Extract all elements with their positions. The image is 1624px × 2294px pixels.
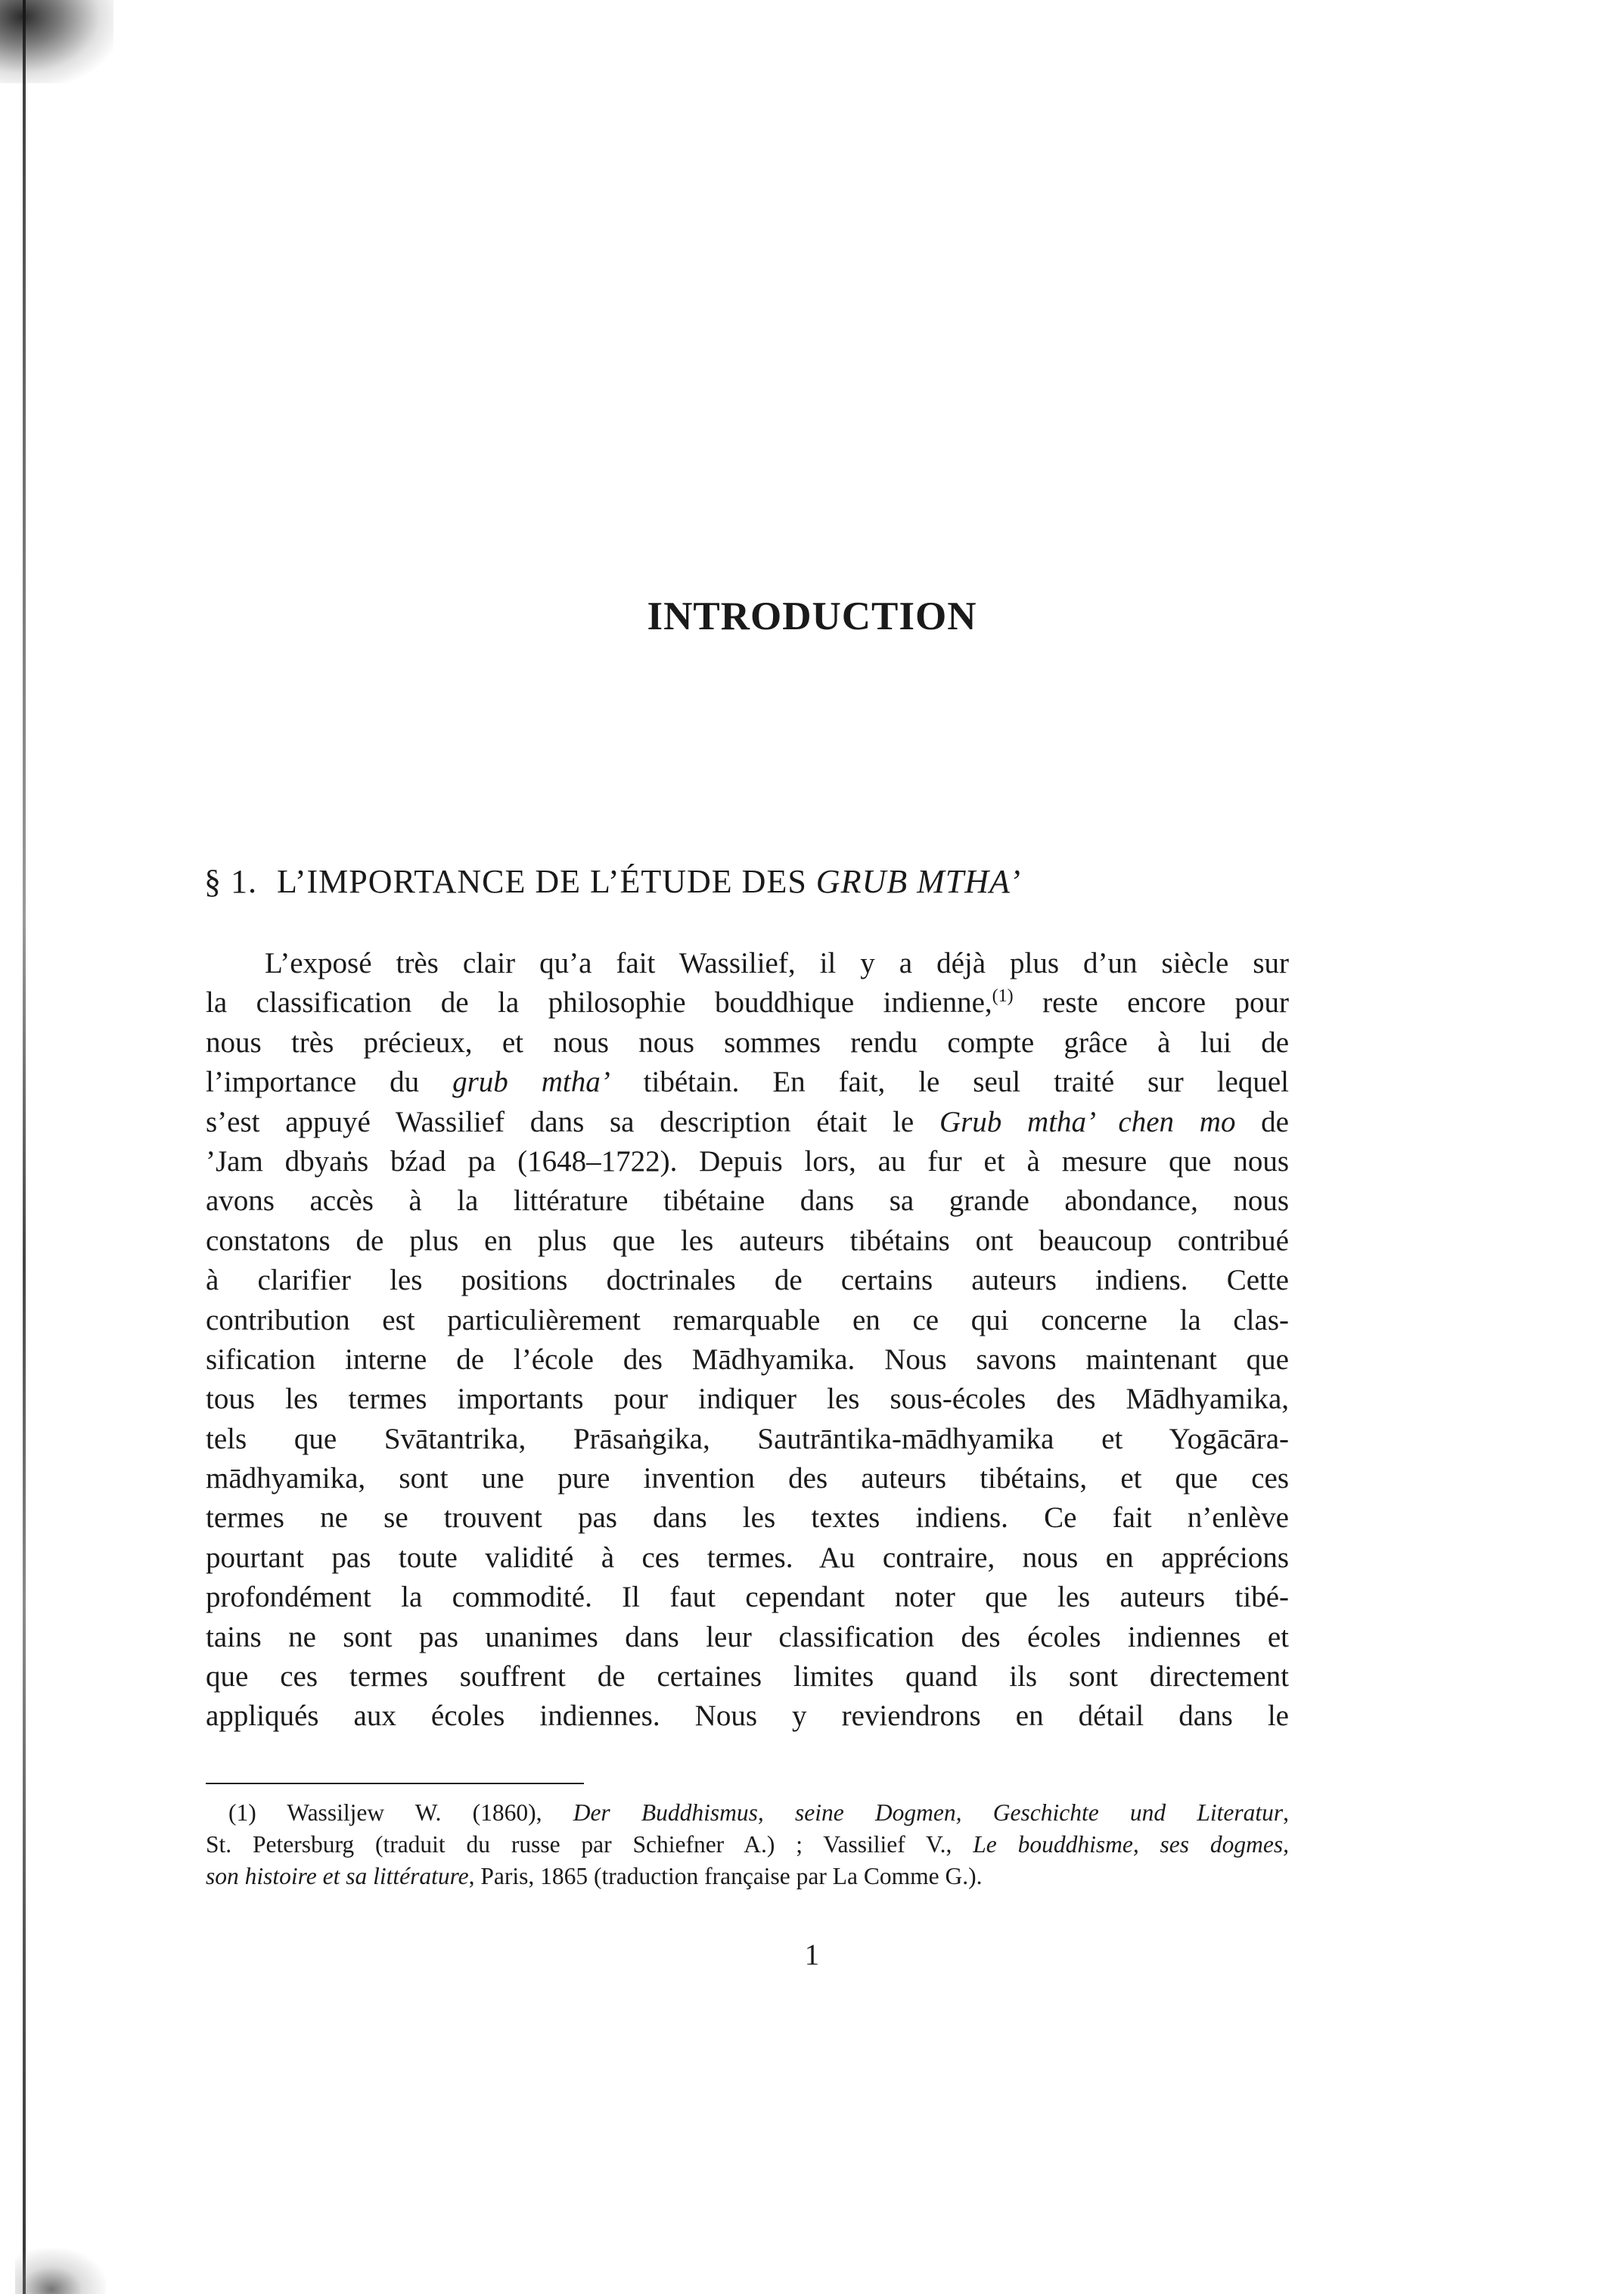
body-line [206, 1261, 1289, 1300]
body-line [206, 1618, 1289, 1657]
footnote-line [206, 1797, 1289, 1829]
page-title: INTRODUCTION [647, 594, 977, 638]
body-line [206, 1340, 1289, 1380]
body-line [206, 983, 1289, 1023]
body-line [206, 1498, 1289, 1538]
body-line [206, 1222, 1289, 1261]
body-text: mādhyamika, sont une pure invention des auteurs tibétains, et que ces [206, 1462, 1289, 1495]
page-number: 1 [804, 1939, 820, 1971]
body-text: avons accès à la littérature tibétaine dans sa grande abondance, nous [206, 1184, 1289, 1218]
body-text: ’Jam dbyaṅs bźad pa (1648–1722). Depuis lors, au fur et à mesure que nous [206, 1144, 1289, 1178]
body-text: sification interne de l’école des Mādhyamika. Nous savons maintenant que [206, 1343, 1289, 1376]
body-text: constatons de plus en plus que les auteurs tibétains ont beaucoup contribué [206, 1224, 1289, 1257]
body-line [206, 1142, 1289, 1181]
body-text: tains ne sont pas unanimes dans leur classification des écoles indiennes et [206, 1620, 1289, 1653]
body-text: la classification de la philosophie bouddhique indienne, [206, 986, 992, 1020]
body-text: que ces termes souffrent de certaines limites quand ils sont directement [206, 1660, 1289, 1693]
body-text: nous très précieux, et nous nous sommes rendu compte grâce à lui de [206, 1026, 1289, 1059]
body-line [206, 1459, 1289, 1498]
section-title-italic: GRUB MTHA’ [815, 863, 1021, 900]
body-text: Grub mtha’ chen mo [939, 1105, 1236, 1138]
footnote-text: , Paris, 1865 (traduction française par La Comme G.). [468, 1863, 983, 1889]
footnote-text: Le bouddhisme, ses dogmes, [973, 1831, 1289, 1858]
body-text: contribution est particulièrement remarquable en ce qui concerne la clas- [206, 1303, 1289, 1336]
body-text: s’est appuyé Wassilief dans sa description était le [206, 1105, 939, 1138]
footnote-divider [206, 1783, 584, 1784]
body-text: de [1235, 1105, 1289, 1138]
footnote-text: Der Buddhismus, seine Dogmen, Geschichte und Literatur [573, 1799, 1284, 1826]
footnote-reference: (1) [992, 986, 1014, 1007]
footnote-line [206, 1861, 1289, 1892]
body-line [206, 1181, 1289, 1221]
section-heading [204, 862, 1021, 901]
body-line [206, 1301, 1289, 1340]
section-number: § 1. [204, 863, 257, 900]
section-title: L’IMPORTANCE DE L’ÉTUDE DES [277, 863, 816, 900]
footnote-line [206, 1829, 1289, 1861]
body-text: pourtant pas toute validité à ces termes. Au contraire, nous en apprécions [206, 1541, 1289, 1574]
body-text: appliqués aux écoles indiennes. Nous y reviendrons en détail dans le [206, 1700, 1289, 1733]
body-text: à clarifier les positions doctrinales de certains auteurs indiens. Cette [206, 1264, 1289, 1297]
footnote-text: St. Petersburg (traduit du russe par Schiefner A.) ; Vassilief V., [206, 1831, 973, 1858]
body-line [206, 1063, 1289, 1102]
footnote-text: (1) Wassiljew W. (1860), [228, 1799, 573, 1826]
body-text: reste encore pour [1013, 986, 1289, 1020]
body-text: l’importance du [206, 1066, 453, 1099]
body-line [206, 1538, 1289, 1578]
body-text: termes ne se trouvent pas dans les textes indiens. Ce fait n’enlève [206, 1501, 1289, 1535]
footnote-text: son histoire et sa littérature [206, 1863, 469, 1889]
body-paragraph [206, 944, 1289, 1737]
body-text: grub mtha’ [452, 1066, 610, 1099]
footnote-text: , [1283, 1799, 1289, 1826]
body-line [206, 944, 1289, 983]
body-line [206, 1578, 1289, 1617]
body-text: L’exposé très clair qu’a fait Wassilief, il y a déjà plus d’un siècle sur [265, 947, 1289, 979]
body-text: tous les termes importants pour indiquer les sous-écoles des Mādhyamika, [206, 1383, 1289, 1416]
body-line [206, 1696, 1289, 1736]
scan-corner-artifact [0, 0, 113, 83]
footnote [206, 1797, 1289, 1892]
scan-bottom-artifact [15, 2249, 106, 2294]
body-text: tels que Svātantrika, Prāsaṅgika, Sautrāntika-mādhyamika et Yogācāra- [206, 1422, 1289, 1455]
body-text: profondément la commodité. Il faut cependant noter que les auteurs tibé- [206, 1581, 1289, 1614]
body-line [206, 1657, 1289, 1696]
body-line [206, 1420, 1289, 1459]
body-line [206, 1023, 1289, 1063]
body-line [206, 1103, 1289, 1142]
body-line [206, 1380, 1289, 1419]
body-text: tibétain. En fait, le seul traité sur lequel [610, 1066, 1290, 1099]
